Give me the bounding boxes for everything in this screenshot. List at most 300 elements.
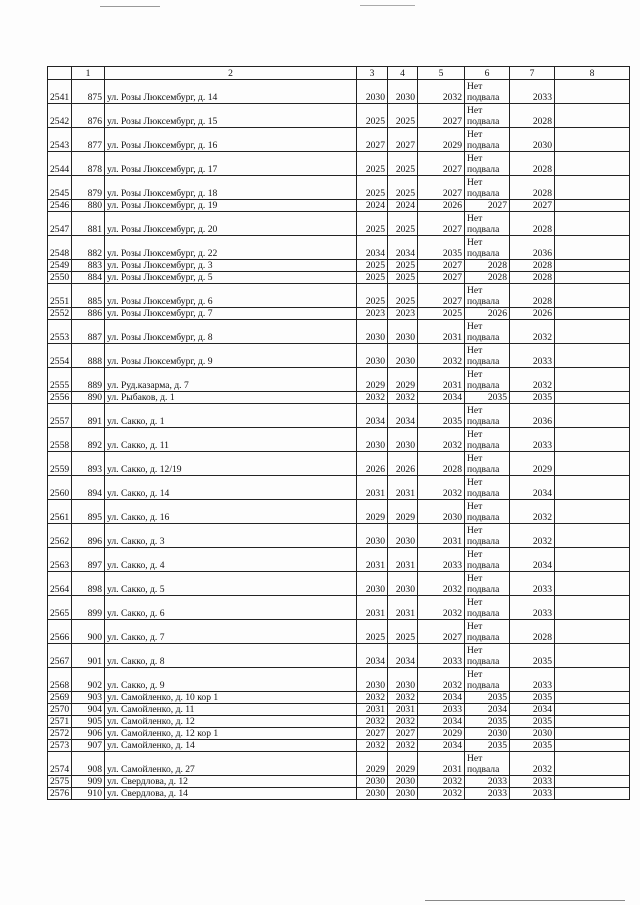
scan-artifact-top-2 [360, 5, 415, 6]
address-cell: ул. Розы Люксембург, д. 6 [105, 284, 357, 308]
year-col7-cell: 2032 [510, 524, 555, 548]
basement-col6-cell: Нет подвала [465, 176, 510, 200]
table-row [48, 596, 630, 620]
col8-cell [555, 524, 630, 548]
row-number-cell: 2541 [48, 80, 72, 104]
year-col5-cell: 2033 [418, 644, 465, 668]
basement-col6-cell: Нет подвала [465, 404, 510, 428]
index-cell: 908 [72, 752, 105, 776]
year-col3-cell: 2034 [357, 404, 388, 428]
address-cell: ул. Розы Люксембург, д. 17 [105, 152, 357, 176]
row-number-cell: 2545 [48, 176, 72, 200]
year-col3-cell: 2030 [357, 572, 388, 596]
year-col7-cell: 2033 [510, 788, 555, 800]
year-col7-cell: 2028 [510, 212, 555, 236]
col8-cell [555, 392, 630, 404]
table-header-row [48, 67, 630, 80]
basement-col6-cell: Нет подвала [465, 752, 510, 776]
table-row [48, 704, 630, 716]
index-cell: 892 [72, 428, 105, 452]
col8-cell [555, 740, 630, 752]
year-col4-cell: 2031 [388, 548, 418, 572]
address-cell: ул. Розы Люксембург, д. 20 [105, 212, 357, 236]
year-col4-cell: 2030 [388, 776, 418, 788]
year-col7-cell: 2028 [510, 176, 555, 200]
basement-col6-cell: Нет подвала [465, 344, 510, 368]
table-row [48, 344, 630, 368]
address-cell: ул. Свердлова, д. 14 [105, 788, 357, 800]
index-cell: 882 [72, 236, 105, 260]
year-col5-cell: 2035 [418, 404, 465, 428]
table-row [48, 620, 630, 644]
address-cell: ул. Сакко, д. 9 [105, 668, 357, 692]
year-col3-cell: 2029 [357, 500, 388, 524]
year-col3-cell: 2032 [357, 740, 388, 752]
header-cell: 6 [465, 67, 510, 80]
basement-col6-cell: 2033 [465, 788, 510, 800]
index-cell: 894 [72, 476, 105, 500]
year-col7-cell: 2032 [510, 368, 555, 392]
basement-col6-cell: 2028 [465, 260, 510, 272]
table-row [48, 80, 630, 104]
year-col7-cell: 2034 [510, 548, 555, 572]
year-col4-cell: 2025 [388, 620, 418, 644]
col8-cell [555, 272, 630, 284]
index-cell: 891 [72, 404, 105, 428]
year-col5-cell: 2031 [418, 752, 465, 776]
address-cell: ул. Розы Люксембург, д. 3 [105, 260, 357, 272]
header-cell: 2 [105, 67, 357, 80]
index-cell: 898 [72, 572, 105, 596]
table-row [48, 212, 630, 236]
year-col3-cell: 2031 [357, 704, 388, 716]
row-number-cell: 2556 [48, 392, 72, 404]
col8-cell [555, 668, 630, 692]
year-col7-cell: 2033 [510, 344, 555, 368]
row-number-cell: 2564 [48, 572, 72, 596]
basement-col6-cell: 2030 [465, 728, 510, 740]
header-cell: 1 [72, 67, 105, 80]
basement-col6-cell: Нет подвала [465, 476, 510, 500]
year-col5-cell: 2025 [418, 308, 465, 320]
col8-cell [555, 176, 630, 200]
year-col4-cell: 2030 [388, 788, 418, 800]
year-col3-cell: 2025 [357, 212, 388, 236]
basement-col6-cell: Нет подвала [465, 452, 510, 476]
year-col5-cell: 2031 [418, 368, 465, 392]
index-cell: 886 [72, 308, 105, 320]
year-col5-cell: 2027 [418, 212, 465, 236]
year-col4-cell: 2030 [388, 320, 418, 344]
basement-col6-cell: Нет подвала [465, 644, 510, 668]
col8-cell [555, 728, 630, 740]
basement-col6-cell: 2028 [465, 272, 510, 284]
address-cell: ул. Самойленко, д. 12 [105, 716, 357, 728]
col8-cell [555, 752, 630, 776]
address-cell: ул. Самойленко, д. 14 [105, 740, 357, 752]
year-col5-cell: 2032 [418, 476, 465, 500]
header-cell: 8 [555, 67, 630, 80]
index-cell: 881 [72, 212, 105, 236]
row-number-cell: 2549 [48, 260, 72, 272]
row-number-cell: 2576 [48, 788, 72, 800]
row-number-cell: 2544 [48, 152, 72, 176]
year-col7-cell: 2030 [510, 128, 555, 152]
col8-cell [555, 236, 630, 260]
col8-cell [555, 596, 630, 620]
address-cell: ул. Сакко, д. 3 [105, 524, 357, 548]
header-cell [48, 67, 72, 80]
basement-col6-cell: 2034 [465, 704, 510, 716]
address-cell: ул. Самойленко, д. 10 кор 1 [105, 692, 357, 704]
index-cell: 889 [72, 368, 105, 392]
index-cell: 896 [72, 524, 105, 548]
col8-cell [555, 548, 630, 572]
year-col3-cell: 2025 [357, 176, 388, 200]
table-row [48, 128, 630, 152]
year-col5-cell: 2029 [418, 728, 465, 740]
row-number-cell: 2548 [48, 236, 72, 260]
year-col5-cell: 2027 [418, 104, 465, 128]
year-col5-cell: 2027 [418, 620, 465, 644]
index-cell: 899 [72, 596, 105, 620]
basement-col6-cell: 2035 [465, 392, 510, 404]
year-col7-cell: 2034 [510, 704, 555, 716]
table-row [48, 572, 630, 596]
year-col7-cell: 2033 [510, 596, 555, 620]
address-cell: ул. Розы Люксембург, д. 5 [105, 272, 357, 284]
address-cell: ул. Сакко, д. 11 [105, 428, 357, 452]
row-number-cell: 2547 [48, 212, 72, 236]
table-row [48, 272, 630, 284]
year-col5-cell: 2031 [418, 320, 465, 344]
row-number-cell: 2568 [48, 668, 72, 692]
year-col3-cell: 2031 [357, 476, 388, 500]
col8-cell [555, 452, 630, 476]
year-col3-cell: 2031 [357, 548, 388, 572]
table-row [48, 368, 630, 392]
year-col7-cell: 2028 [510, 260, 555, 272]
index-cell: 887 [72, 320, 105, 344]
year-col7-cell: 2033 [510, 80, 555, 104]
year-col7-cell: 2036 [510, 404, 555, 428]
year-col7-cell: 2028 [510, 284, 555, 308]
year-col4-cell: 2031 [388, 596, 418, 620]
year-col4-cell: 2029 [388, 500, 418, 524]
index-cell: 875 [72, 80, 105, 104]
table-row [48, 392, 630, 404]
col8-cell [555, 308, 630, 320]
address-cell: ул. Сакко, д. 6 [105, 596, 357, 620]
basement-col6-cell: 2027 [465, 200, 510, 212]
year-col4-cell: 2032 [388, 392, 418, 404]
index-cell: 897 [72, 548, 105, 572]
index-cell: 884 [72, 272, 105, 284]
year-col5-cell: 2027 [418, 152, 465, 176]
year-col4-cell: 2024 [388, 200, 418, 212]
year-col5-cell: 2032 [418, 668, 465, 692]
address-cell: ул. Руд.казарма, д. 7 [105, 368, 357, 392]
table-row [48, 668, 630, 692]
address-cell: ул. Сакко, д. 4 [105, 548, 357, 572]
index-cell: 877 [72, 128, 105, 152]
table-row [48, 644, 630, 668]
year-col7-cell: 2036 [510, 236, 555, 260]
year-col3-cell: 2032 [357, 716, 388, 728]
basement-col6-cell: 2035 [465, 692, 510, 704]
row-number-cell: 2542 [48, 104, 72, 128]
header-cell: 7 [510, 67, 555, 80]
table-row [48, 548, 630, 572]
year-col5-cell: 2032 [418, 344, 465, 368]
col8-cell [555, 788, 630, 800]
index-cell: 895 [72, 500, 105, 524]
table-row [48, 104, 630, 128]
col8-cell [555, 776, 630, 788]
year-col4-cell: 2026 [388, 452, 418, 476]
table-row [48, 200, 630, 212]
year-col5-cell: 2034 [418, 392, 465, 404]
year-col4-cell: 2025 [388, 260, 418, 272]
basement-col6-cell: Нет подвала [465, 548, 510, 572]
index-cell: 883 [72, 260, 105, 272]
address-cell: ул. Сакко, д. 12/19 [105, 452, 357, 476]
address-cell: ул. Сакко, д. 16 [105, 500, 357, 524]
year-col4-cell: 2030 [388, 80, 418, 104]
year-col4-cell: 2031 [388, 704, 418, 716]
year-col7-cell: 2035 [510, 692, 555, 704]
year-col7-cell: 2033 [510, 572, 555, 596]
index-cell: 879 [72, 176, 105, 200]
year-col5-cell: 2032 [418, 596, 465, 620]
basement-col6-cell: Нет подвала [465, 572, 510, 596]
year-col4-cell: 2030 [388, 344, 418, 368]
address-cell: ул. Свердлова, д. 12 [105, 776, 357, 788]
year-col5-cell: 2027 [418, 272, 465, 284]
year-col7-cell: 2033 [510, 668, 555, 692]
year-col4-cell: 2034 [388, 236, 418, 260]
row-number-cell: 2559 [48, 452, 72, 476]
year-col5-cell: 2029 [418, 128, 465, 152]
year-col5-cell: 2032 [418, 788, 465, 800]
address-cell: ул. Розы Люксембург, д. 16 [105, 128, 357, 152]
basement-col6-cell: Нет подвала [465, 104, 510, 128]
basement-col6-cell: Нет подвала [465, 668, 510, 692]
address-cell: ул. Самойленко, д. 27 [105, 752, 357, 776]
year-col3-cell: 2030 [357, 428, 388, 452]
year-col7-cell: 2030 [510, 728, 555, 740]
index-cell: 901 [72, 644, 105, 668]
row-number-cell: 2565 [48, 596, 72, 620]
year-col4-cell: 2029 [388, 752, 418, 776]
col8-cell [555, 212, 630, 236]
table-row [48, 176, 630, 200]
row-number-cell: 2560 [48, 476, 72, 500]
scan-artifact-top [100, 6, 160, 7]
col8-cell [555, 320, 630, 344]
year-col7-cell: 2029 [510, 452, 555, 476]
year-col7-cell: 2032 [510, 500, 555, 524]
address-cell: ул. Розы Люксембург, д. 15 [105, 104, 357, 128]
year-col3-cell: 2030 [357, 668, 388, 692]
col8-cell [555, 500, 630, 524]
address-cell: ул. Розы Люксембург, д. 18 [105, 176, 357, 200]
year-col5-cell: 2027 [418, 260, 465, 272]
address-cell: ул. Рыбаков, д. 1 [105, 392, 357, 404]
year-col3-cell: 2025 [357, 152, 388, 176]
year-col5-cell: 2032 [418, 776, 465, 788]
index-cell: 890 [72, 392, 105, 404]
index-cell: 904 [72, 704, 105, 716]
address-cell: ул. Розы Люксембург, д. 14 [105, 80, 357, 104]
year-col7-cell: 2032 [510, 752, 555, 776]
year-col7-cell: 2028 [510, 272, 555, 284]
table-row [48, 284, 630, 308]
year-col5-cell: 2031 [418, 524, 465, 548]
row-number-cell: 2546 [48, 200, 72, 212]
index-cell: 906 [72, 728, 105, 740]
row-number-cell: 2562 [48, 524, 72, 548]
basement-col6-cell: Нет подвала [465, 212, 510, 236]
basement-col6-cell: Нет подвала [465, 428, 510, 452]
year-col4-cell: 2029 [388, 368, 418, 392]
table-row [48, 260, 630, 272]
year-col7-cell: 2035 [510, 740, 555, 752]
year-col3-cell: 2027 [357, 728, 388, 740]
year-col3-cell: 2024 [357, 200, 388, 212]
year-col3-cell: 2032 [357, 692, 388, 704]
year-col4-cell: 2025 [388, 212, 418, 236]
basement-col6-cell: Нет подвала [465, 236, 510, 260]
basement-col6-cell: Нет подвала [465, 284, 510, 308]
table-row [48, 428, 630, 452]
year-col4-cell: 2025 [388, 104, 418, 128]
year-col7-cell: 2028 [510, 620, 555, 644]
basement-col6-cell: Нет подвала [465, 80, 510, 104]
year-col7-cell: 2035 [510, 716, 555, 728]
year-col5-cell: 2032 [418, 80, 465, 104]
year-col4-cell: 2032 [388, 740, 418, 752]
year-col4-cell: 2030 [388, 524, 418, 548]
row-number-cell: 2570 [48, 704, 72, 716]
year-col3-cell: 2029 [357, 368, 388, 392]
col8-cell [555, 152, 630, 176]
col8-cell [555, 368, 630, 392]
address-cell: ул. Розы Люксембург, д. 19 [105, 200, 357, 212]
table-row [48, 236, 630, 260]
year-col7-cell: 2032 [510, 320, 555, 344]
year-col4-cell: 2025 [388, 272, 418, 284]
index-cell: 902 [72, 668, 105, 692]
housing-repair-schedule-table [47, 66, 630, 800]
row-number-cell: 2552 [48, 308, 72, 320]
year-col7-cell: 2026 [510, 308, 555, 320]
col8-cell [555, 200, 630, 212]
index-cell: 885 [72, 284, 105, 308]
year-col3-cell: 2025 [357, 272, 388, 284]
row-number-cell: 2573 [48, 740, 72, 752]
basement-col6-cell: Нет подвала [465, 320, 510, 344]
basement-col6-cell: Нет подвала [465, 596, 510, 620]
year-col4-cell: 2032 [388, 716, 418, 728]
index-cell: 876 [72, 104, 105, 128]
year-col3-cell: 2031 [357, 596, 388, 620]
col8-cell [555, 428, 630, 452]
year-col7-cell: 2027 [510, 200, 555, 212]
index-cell: 893 [72, 452, 105, 476]
col8-cell [555, 716, 630, 728]
table-row [48, 752, 630, 776]
index-cell: 909 [72, 776, 105, 788]
row-number-cell: 2550 [48, 272, 72, 284]
address-cell: ул. Сакко, д. 8 [105, 644, 357, 668]
table-row [48, 776, 630, 788]
address-cell: ул. Розы Люксембург, д. 7 [105, 308, 357, 320]
table-row [48, 716, 630, 728]
year-col4-cell: 2023 [388, 308, 418, 320]
year-col3-cell: 2032 [357, 392, 388, 404]
basement-col6-cell: 2033 [465, 776, 510, 788]
basement-col6-cell: Нет подвала [465, 524, 510, 548]
row-number-cell: 2571 [48, 716, 72, 728]
year-col5-cell: 2027 [418, 176, 465, 200]
col8-cell [555, 476, 630, 500]
year-col7-cell: 2028 [510, 152, 555, 176]
year-col7-cell: 2035 [510, 644, 555, 668]
col8-cell [555, 620, 630, 644]
row-number-cell: 2561 [48, 500, 72, 524]
year-col3-cell: 2026 [357, 452, 388, 476]
col8-cell [555, 644, 630, 668]
row-number-cell: 2555 [48, 368, 72, 392]
row-number-cell: 2554 [48, 344, 72, 368]
index-cell: 878 [72, 152, 105, 176]
row-number-cell: 2569 [48, 692, 72, 704]
address-cell: ул. Розы Люксембург, д. 8 [105, 320, 357, 344]
table-row [48, 692, 630, 704]
basement-col6-cell: Нет подвала [465, 152, 510, 176]
index-cell: 880 [72, 200, 105, 212]
year-col5-cell: 2032 [418, 572, 465, 596]
basement-col6-cell: Нет подвала [465, 368, 510, 392]
year-col3-cell: 2030 [357, 524, 388, 548]
year-col4-cell: 2025 [388, 152, 418, 176]
table-row [48, 452, 630, 476]
row-number-cell: 2551 [48, 284, 72, 308]
row-number-cell: 2558 [48, 428, 72, 452]
year-col4-cell: 2027 [388, 128, 418, 152]
table-row [48, 728, 630, 740]
table-row [48, 404, 630, 428]
year-col3-cell: 2029 [357, 752, 388, 776]
year-col4-cell: 2032 [388, 692, 418, 704]
row-number-cell: 2557 [48, 404, 72, 428]
row-number-cell: 2543 [48, 128, 72, 152]
header-cell: 5 [418, 67, 465, 80]
scan-artifact-bottom [425, 900, 625, 901]
basement-col6-cell: Нет подвала [465, 500, 510, 524]
year-col5-cell: 2034 [418, 692, 465, 704]
header-cell: 3 [357, 67, 388, 80]
row-number-cell: 2553 [48, 320, 72, 344]
year-col4-cell: 2025 [388, 284, 418, 308]
col8-cell [555, 704, 630, 716]
address-cell: ул. Сакко, д. 7 [105, 620, 357, 644]
year-col4-cell: 2030 [388, 572, 418, 596]
year-col4-cell: 2030 [388, 668, 418, 692]
index-cell: 905 [72, 716, 105, 728]
table-row [48, 152, 630, 176]
